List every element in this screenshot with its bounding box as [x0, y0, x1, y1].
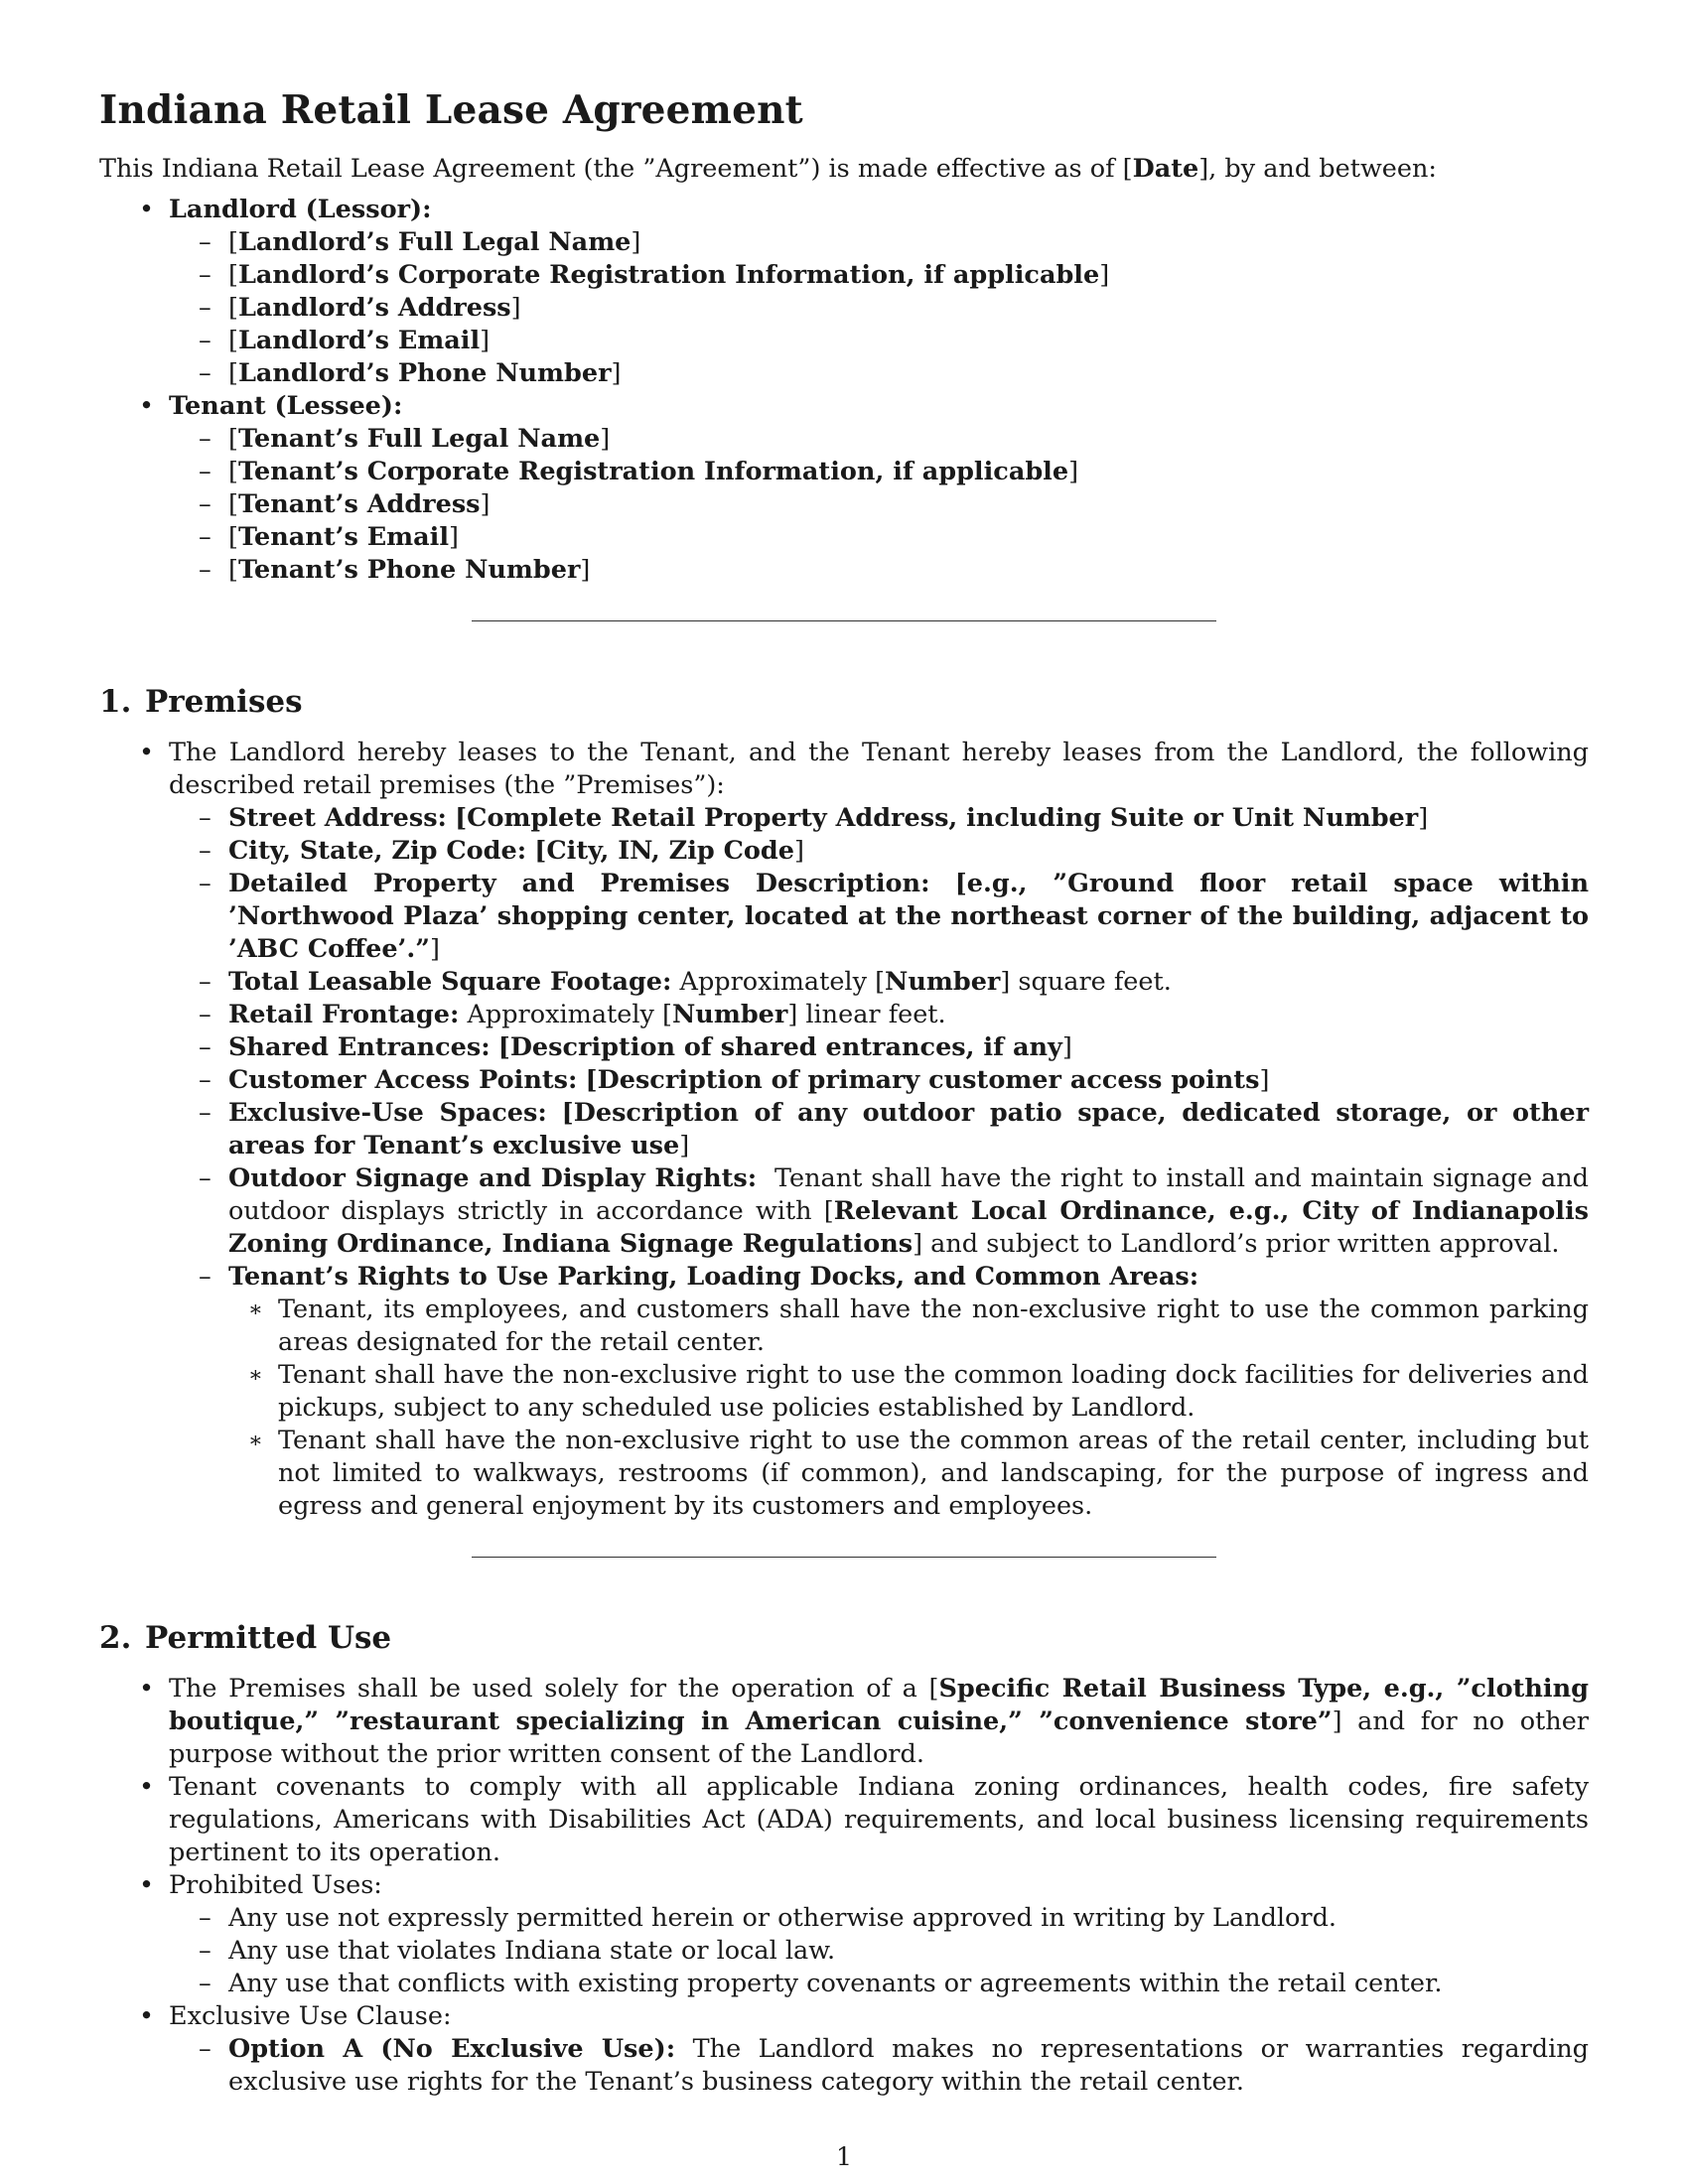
list-item: – [Tenant’s Address]	[199, 489, 491, 519]
dash-icon: –	[199, 227, 211, 257]
asterisk-icon: ∗	[248, 1297, 263, 1322]
party-label: Landlord (Lessor):	[169, 195, 432, 224]
placeholder-field: Tenant’s Corporate Registration Information, if applicable	[237, 457, 1069, 486]
placeholder-field: Landlord’s Phone Number	[237, 358, 612, 388]
list-item: – [Landlord’s Email]	[199, 326, 491, 355]
premises-lead-text: The Landlord hereby leases to the Tenant, and the Tenant hereby leases from the Landlord, the following described retail premises (the ”Premises”):	[169, 738, 1589, 800]
dash-icon: –	[199, 293, 211, 323]
placeholder-field: Landlord’s Corporate Registration Information, if applicable	[237, 260, 1100, 290]
placeholder-field: Number	[885, 967, 1001, 997]
dash-icon: –	[199, 803, 211, 833]
field-label: City, State, Zip Code:	[228, 836, 527, 866]
bullet-icon: •	[139, 2001, 155, 2031]
dash-icon: –	[199, 1936, 211, 1966]
bullet-icon: •	[139, 1674, 155, 1704]
dash-icon: –	[199, 2034, 211, 2064]
intro-text: This Indiana Retail Lease Agreement (the ”Agreement”) is made effective as of [	[99, 154, 1133, 184]
field-text: ] linear feet.	[787, 1000, 946, 1029]
placeholder-field: Description of primary customer access points	[597, 1065, 1260, 1095]
prohibited-text: Any use that violates Indiana state or local law.	[228, 1936, 836, 1966]
dash-icon: –	[199, 1000, 211, 1029]
square-footage-item	[169, 966, 1589, 999]
shared-entrances-item: – Shared Entrances: [Description of shared entrances, if any]	[199, 1032, 1072, 1062]
section-title: Permitted Use	[145, 1620, 392, 1656]
list-item	[228, 1425, 1589, 1523]
signage-item	[169, 1162, 1589, 1261]
dash-icon: –	[199, 1065, 211, 1095]
dash-icon: –	[199, 1262, 211, 1292]
party-landlord	[99, 194, 1589, 390]
field-label: Detailed Property and Premises Description:	[228, 869, 930, 898]
field-text: Approximately [	[679, 967, 886, 997]
bullet-icon: •	[139, 195, 155, 224]
rights-text: Tenant shall have the non-exclusive right to use the common loading dock facilities for deliveries and pickups, subject to any scheduled use policies established by Landlord.	[278, 1360, 1589, 1423]
field-label: Exclusive-Use Spaces:	[228, 1098, 547, 1128]
placeholder-field: Landlord’s Address	[237, 293, 511, 323]
placeholder-field: Tenant’s Email	[237, 522, 450, 552]
page-number: 1	[835, 2142, 853, 2172]
customer-access-item: – Customer Access Points: [Description of primary customer access points]	[199, 1065, 1270, 1095]
list-item	[169, 1902, 1589, 1935]
permitted-use-list	[99, 1673, 1589, 2099]
section-number: 1.	[99, 684, 132, 720]
placeholder-field: Number	[671, 1000, 788, 1029]
dash-icon: –	[199, 457, 211, 486]
placeholder-field: Description of shared entrances, if any	[509, 1032, 1062, 1062]
list-item	[169, 1968, 1589, 2000]
dash-icon: –	[199, 489, 211, 519]
section-divider	[472, 620, 1216, 621]
list-item	[228, 1359, 1589, 1425]
placeholder-field: Tenant’s Full Legal Name	[237, 424, 601, 454]
exclusive-use-item: – Exclusive-Use Spaces: [Description of any outdoor patio space, dedicated storage, or other areas for Tenant’s exclusive use]	[199, 1098, 1590, 1160]
placeholder-field: Description of any outdoor patio space, dedicated storage, or other areas for Tenant’s exclusive use	[228, 1098, 1590, 1160]
field-text: Tenant shall have the right to install and maintain signage and outdoor displays strictly in accordance with [	[228, 1163, 1590, 1226]
dash-icon: –	[199, 1969, 211, 1998]
placeholder-field: Landlord’s Full Legal Name	[237, 227, 632, 257]
compliance-text: Tenant covenants to comply with all applicable Indiana zoning ordinances, health codes, fire safety regulations, Americans with Disabilities Act (ADA) requirements, and local business licensing requirements pertinent to its operation.	[169, 1772, 1589, 1867]
field-text: Approximately [	[467, 1000, 672, 1029]
intro-paragraph	[99, 153, 1589, 186]
field-label: Outdoor Signage and Display Rights:	[228, 1163, 758, 1193]
placeholder-field: e.g., ”Ground floor retail space within ’Northwood Plaza’ shopping center, located at the northeast corner of the building, adjacent to ’ABC Coffee’.”	[228, 869, 1589, 964]
list-item: – [Tenant’s Corporate Registration Information, if applicable]	[199, 457, 1079, 486]
asterisk-icon: ∗	[248, 1429, 263, 1453]
placeholder-field: Specific Retail Business Type, e.g., ”clothing boutique,” ”restaurant specializing in American cuisine,” ”convenience store”	[169, 1674, 1589, 1736]
placeholder-field: Tenant’s Address	[237, 489, 481, 519]
list-item: – [Landlord’s Phone Number]	[199, 358, 622, 388]
dash-icon: –	[199, 555, 211, 585]
list-item: – [Landlord’s Corporate Registration Information, if applicable]	[199, 260, 1110, 290]
use-text: The Premises shall be used solely for the operation of a [	[169, 1674, 939, 1704]
bullet-icon: •	[139, 738, 155, 767]
field-text: ] square feet.	[1000, 967, 1172, 997]
section-title: Premises	[145, 684, 303, 720]
bullet-icon: •	[139, 1772, 155, 1802]
field-label: Option A (No Exclusive Use):	[228, 2034, 676, 2064]
compliance-item	[99, 1771, 1589, 1869]
list-item: – [Landlord’s Address]	[199, 293, 521, 323]
premises-list	[99, 737, 1589, 1523]
dash-icon: –	[199, 424, 211, 454]
document-body	[99, 83, 1589, 2099]
dash-icon: –	[199, 358, 211, 388]
exclusive-use-clause-item	[99, 2000, 1589, 2099]
list-item: – [Tenant’s Full Legal Name]	[199, 424, 611, 454]
frontage-item	[169, 999, 1589, 1031]
field-label: Total Leasable Square Footage:	[228, 967, 672, 997]
rights-item	[169, 1261, 1589, 1523]
placeholder-field: Tenant’s Phone Number	[237, 555, 581, 585]
prohibited-label: Prohibited Uses:	[169, 1870, 382, 1900]
placeholder-field: Relevant Local Ordinance, e.g., City of Indianapolis Zoning Ordinance, Indiana Signage Regulations	[228, 1196, 1589, 1259]
option-a-item	[169, 2033, 1589, 2099]
dash-icon: –	[199, 326, 211, 355]
description-item: – Detailed Property and Premises Description: [e.g., ”Ground floor retail space within ’Northwood Plaza’ shopping center, located at the northeast corner of the building, adjacent to ’ABC Coffee’.”]	[199, 869, 1589, 964]
rights-text: Tenant shall have the non-exclusive right to use the common areas of the retail center, including but not limited to walkways, restrooms (if common), and landscaping, for the purpose of ingress and egress and general enjoyment by its customers and employees.	[278, 1426, 1589, 1521]
placeholder-field: Landlord’s Email	[237, 326, 481, 355]
use-item	[99, 1673, 1589, 1771]
list-item: – [Landlord’s Full Legal Name]	[199, 227, 641, 257]
dash-icon: –	[199, 836, 211, 866]
section-number: 2.	[99, 1620, 132, 1656]
premises-lead	[99, 737, 1589, 1523]
prohibited-uses-item	[99, 1869, 1589, 2000]
dash-icon: –	[199, 260, 211, 290]
placeholder-field: City, IN, Zip Code	[546, 836, 794, 866]
dash-icon: –	[199, 522, 211, 552]
document-title: Indiana Retail Lease Agreement	[99, 87, 803, 133]
section-heading-premises	[99, 681, 1589, 723]
city-item: – City, State, Zip Code: [City, IN, Zip Code]	[199, 836, 804, 866]
bullet-icon: •	[139, 1870, 155, 1900]
dash-icon: –	[199, 869, 211, 898]
prohibited-text: Any use not expressly permitted herein or otherwise approved in writing by Landlord.	[228, 1903, 1337, 1933]
field-label: Tenant’s Rights to Use Parking, Loading Docks, and Common Areas:	[228, 1262, 1199, 1292]
use-text: ] and for no other purpose without the prior written consent of the Landlord.	[169, 1706, 1589, 1769]
field-label: Shared Entrances:	[228, 1032, 491, 1062]
prohibited-text: Any use that conflicts with existing property covenants or agreements within the retail center.	[228, 1969, 1443, 1998]
placeholder-field: Complete Retail Property Address, including Suite or Unit Number	[467, 803, 1419, 833]
bullet-icon: •	[139, 391, 155, 421]
intro-text-end: ], by and between:	[1198, 154, 1437, 184]
section-heading-permitted-use	[99, 1617, 1589, 1659]
field-label: Customer Access Points:	[228, 1065, 578, 1095]
dash-icon: –	[199, 1032, 211, 1062]
parties-list	[99, 194, 1589, 587]
option-text: The Landlord makes no representations or warranties regarding exclusive use rights for the Tenant’s business category within the retail center.	[228, 2034, 1589, 2097]
effective-date-placeholder: Date	[1132, 154, 1199, 184]
list-item	[169, 1935, 1589, 1968]
dash-icon: –	[199, 1163, 211, 1193]
dash-icon: –	[199, 967, 211, 997]
field-label: Retail Frontage:	[228, 1000, 460, 1029]
party-label: Tenant (Lessee):	[169, 391, 403, 421]
section-divider	[472, 1557, 1216, 1558]
list-item	[228, 1294, 1589, 1359]
party-tenant	[99, 390, 1589, 587]
street-address-item: – Street Address: [Complete Retail Property Address, including Suite or Unit Number]	[199, 803, 1429, 833]
rights-text: Tenant, its employees, and customers shall have the non-exclusive right to use the common parking areas designated for the retail center.	[278, 1295, 1589, 1357]
dash-icon: –	[199, 1098, 211, 1128]
exclusive-label: Exclusive Use Clause:	[169, 2001, 452, 2031]
asterisk-icon: ∗	[248, 1363, 263, 1388]
dash-icon: –	[199, 1903, 211, 1933]
field-label: Street Address:	[228, 803, 447, 833]
list-item: – [Tenant’s Phone Number]	[199, 555, 591, 585]
field-text: ] and subject to Landlord’s prior written approval.	[913, 1229, 1560, 1259]
list-item: – [Tenant’s Email]	[199, 522, 459, 552]
